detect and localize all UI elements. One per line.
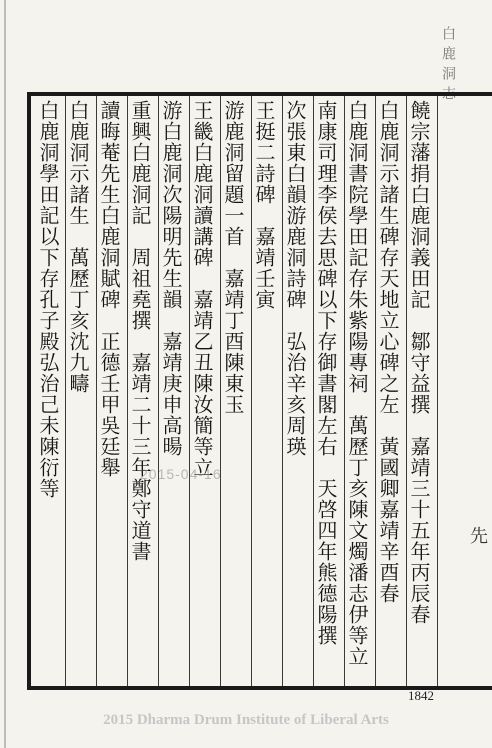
text-column-2: 白鹿洞示諸生碑存天地立心碑之左 黃國卿嘉靖辛酉春 [376,100,400,604]
text-column-3: 白鹿洞書院學田記存朱紫陽專祠 萬歷丁亥陳文燭潘志伊等立 [345,100,369,667]
page-edge [4,0,6,748]
text-column-12: 白鹿洞示諸生 萬歷丁亥沈九疇 [66,100,90,394]
header-fragment: 白鹿洞志 [440,26,456,106]
text-column-1: 饒宗藩捐白鹿洞義田記 鄒守益撰 嘉靖三十五年丙辰春 [407,100,431,625]
column-rule [437,96,438,686]
text-column-13: 白鹿洞學田記以下存孔子殿弘治己未陳衍等 [36,100,60,499]
edge-character: 先 [470,526,488,547]
text-column-11: 讀晦菴先生白鹿洞賦碑 正德壬甲吳廷舉 [97,100,121,478]
text-column-5: 次張東白韻游鹿洞詩碑 弘治辛亥周瑛 [283,100,307,457]
text-column-7: 游鹿洞留題一首 嘉靖丁酉陳東玉 [221,100,245,415]
text-column-8: 王畿白鹿洞讀講碑 嘉靖乙丑陳汝簡等立 [190,100,214,478]
page-number: 1842 [408,688,434,703]
text-column-6: 王挺二詩碑 嘉靖壬寅 [252,100,276,310]
scan-date-watermark: 2015-04-16 [140,466,222,482]
text-column-10: 重興白鹿洞記 周祖堯撰 嘉靖二十三年鄭守道書 [128,100,152,562]
text-column-9: 游白鹿洞次陽明先生韻 嘉靖庚申高暘 [159,100,183,457]
institution-watermark: 2015 Dharma Drum Institute of Liberal Arts [103,712,389,728]
text-column-4: 南康司理李侯去思碑以下存御書閣左右 天啓四年熊德陽撰 [314,100,338,646]
